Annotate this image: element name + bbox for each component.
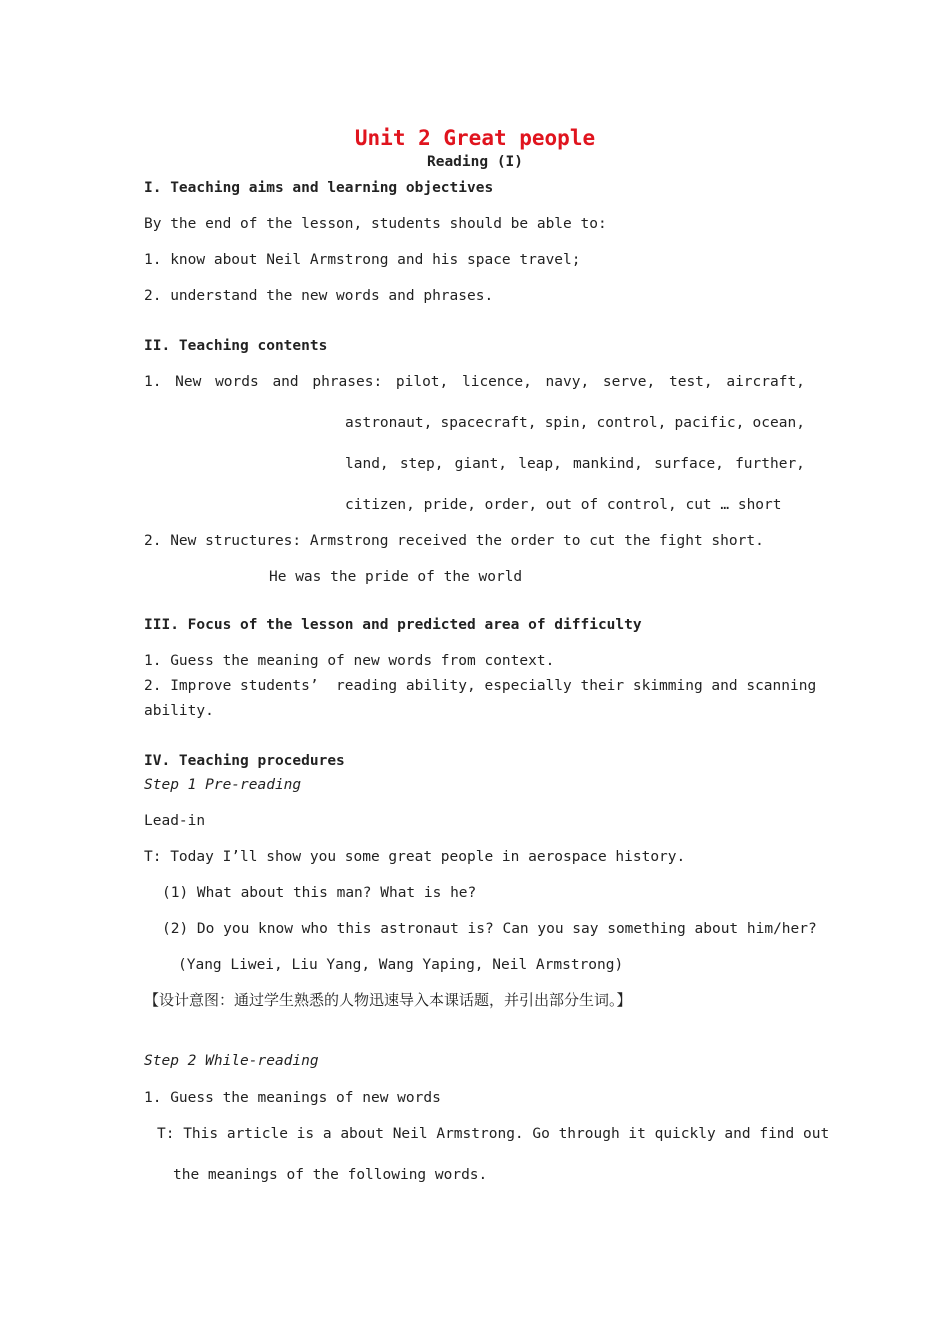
vocab-row-1: [144, 373, 805, 391]
astronaut-names: (Yang Liwei, Liu Yang, Wang Yaping, Neil Armstrong): [178, 957, 624, 973]
page-title: Unit 2 Great people: [354, 126, 596, 150]
section-2-heading: II. Teaching contents: [144, 338, 328, 354]
vocab-word: spacecraft,: [440, 415, 537, 431]
vocab-row-3: [345, 455, 805, 473]
step-2-heading: Step 2 While-reading: [144, 1053, 319, 1069]
vocab-row-4: citizen, pride, order, out of control, cut … short: [345, 497, 782, 513]
vocab-word: surface,: [654, 456, 724, 472]
step-1-heading: Step 1 Pre-reading: [144, 777, 302, 793]
vocab-word: control,: [596, 415, 667, 431]
question-item: (1) What about this man? What is he?: [162, 885, 477, 901]
vocab-word: astronaut,: [345, 415, 433, 431]
objective-item: 2. understand the new words and phrases.: [144, 288, 494, 304]
design-note: 【设计意图：通过学生熟悉的人物迅速导入本课话题，并引出部分生词。】: [144, 991, 632, 1009]
vocab-word: New: [175, 374, 202, 390]
section-4-heading: IV. Teaching procedures: [144, 753, 345, 769]
vocab-word: navy,: [545, 374, 590, 390]
objective-item: 1. know about Neil Armstrong and his space travel;: [144, 252, 581, 268]
section-1-heading: I. Teaching aims and learning objectives: [144, 180, 494, 196]
teacher-line-continued: the meanings of the following words.: [173, 1167, 488, 1183]
vocab-word: 1.: [144, 374, 162, 390]
section-3-heading: III. Focus of the lesson and predicted area of difficulty: [144, 617, 642, 633]
vocab-word: spin,: [544, 415, 589, 431]
teacher-line: T: This article is a about Neil Armstrong. Go through it quickly and find out: [157, 1126, 830, 1142]
task-item: 1. Guess the meanings of new words: [144, 1090, 441, 1106]
structures-line-2: He was the pride of the world: [269, 569, 523, 585]
vocab-row-2: [345, 414, 805, 432]
vocab-word: step,: [399, 456, 444, 472]
vocab-word: land,: [345, 456, 389, 472]
focus-item-continued: ability.: [144, 703, 214, 719]
section-1-intro: By the end of the lesson, students should be able to:: [144, 216, 607, 232]
question-item: (2) Do you know who this astronaut is? Can you say something about him/her?: [162, 921, 817, 937]
vocab-word: licence,: [461, 374, 532, 390]
focus-item: 2. Improve students’ reading ability, especially their skimming and scanning: [144, 678, 817, 694]
vocab-word: giant,: [454, 456, 508, 472]
vocab-word: mankind,: [573, 456, 643, 472]
vocab-word: phrases:: [312, 374, 383, 390]
vocab-word: ocean,: [752, 415, 805, 431]
teacher-line: T: Today I’ll show you some great people in aerospace history.: [144, 849, 686, 865]
vocab-word: serve,: [602, 374, 656, 390]
vocab-word: aircraft,: [726, 374, 805, 390]
page-subtitle: Reading (I): [426, 154, 524, 170]
vocab-word: pacific,: [674, 415, 745, 431]
vocab-word: test,: [668, 374, 713, 390]
vocab-word: words: [215, 374, 259, 390]
vocab-word: leap,: [518, 456, 562, 472]
vocab-word: further,: [735, 456, 805, 472]
vocab-word: and: [272, 374, 299, 390]
focus-item: 1. Guess the meaning of new words from context.: [144, 653, 555, 669]
lead-in-label: Lead-in: [144, 813, 206, 829]
vocab-word: pilot,: [395, 374, 449, 390]
structures-line: 2. New structures: Armstrong received the order to cut the fight short.: [144, 533, 764, 549]
